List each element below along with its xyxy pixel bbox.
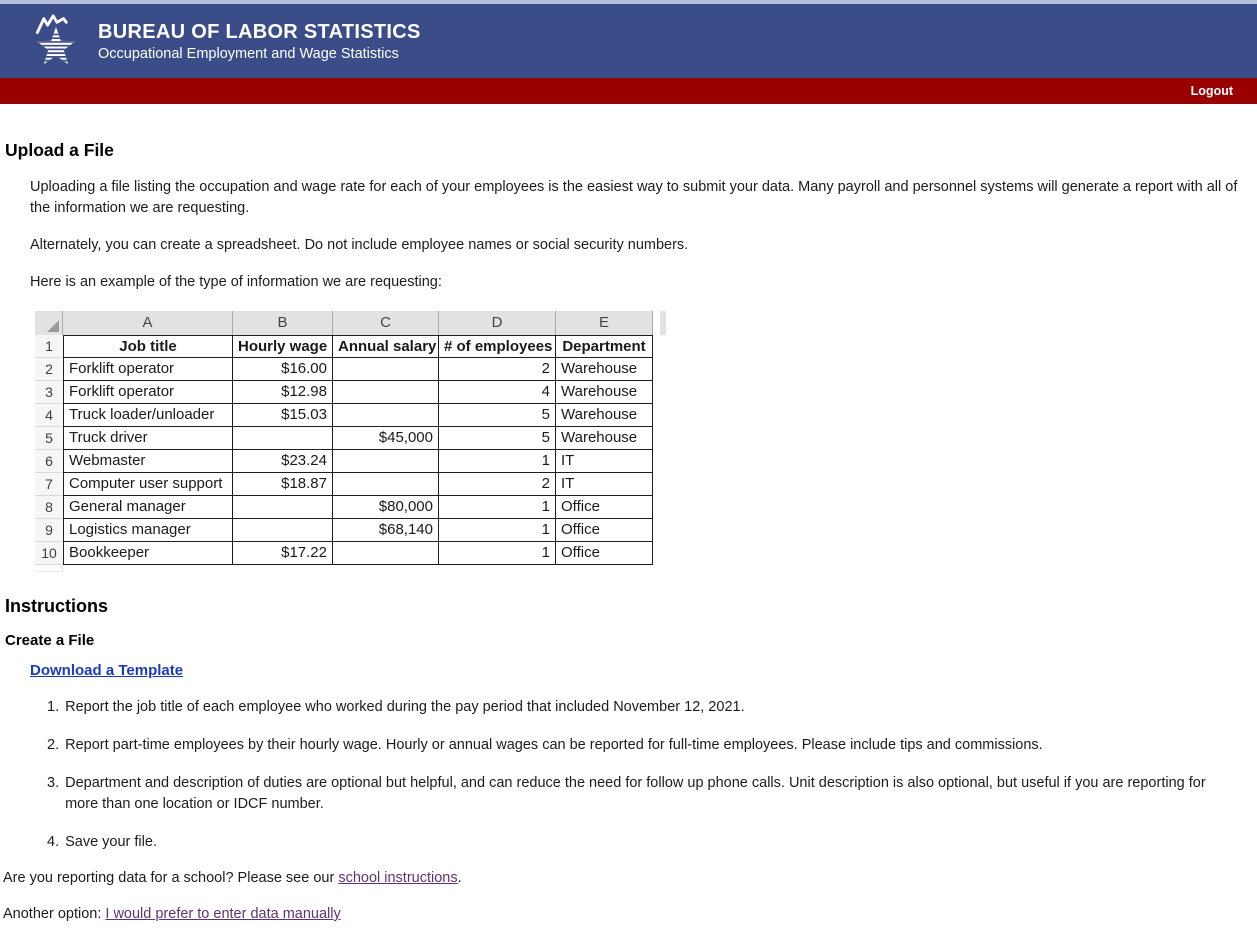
intro-paragraph-3: Here is an example of the type of information we are requesting: xyxy=(30,274,442,290)
cell-department: Office xyxy=(556,519,653,542)
site-title: BUREAU OF LABOR STATISTICS xyxy=(98,20,421,43)
instructions-title: Instructions xyxy=(5,596,109,616)
cell-department: Warehouse xyxy=(556,358,653,381)
cell-annual-salary: $45,000 xyxy=(333,427,439,450)
intro-paragraph-2: Alternately, you can create a spreadsheet. Do not include employee names or social security numbers. xyxy=(30,237,689,253)
row-number: 6 xyxy=(35,450,63,473)
cell-annual-salary xyxy=(333,450,439,473)
cell-job-title: Forklift operator xyxy=(63,358,233,381)
header-cell-hourly-wage: Hourly wage xyxy=(233,335,333,358)
logout-link[interactable]: Logout xyxy=(1190,84,1233,98)
cell-department: Warehouse xyxy=(556,427,653,450)
page-title: Upload a File xyxy=(5,140,114,160)
header-cell-department: Department xyxy=(556,335,653,358)
step-text: Report part-time employees by their hourly wage. Hourly or annual wages can be reported for full-time employees. Please include tips and commissions. xyxy=(65,737,1043,753)
cell-num-employees: 5 xyxy=(439,404,556,427)
row-number: 2 xyxy=(35,358,63,381)
cell-department: Warehouse xyxy=(556,381,653,404)
cell-department: IT xyxy=(556,473,653,496)
row-number: 10 xyxy=(35,542,63,565)
cell-hourly-wage: $12.98 xyxy=(233,381,333,404)
bls-star-icon xyxy=(28,11,84,71)
cell-job-title: Computer user support xyxy=(63,473,233,496)
cell-job-title: Webmaster xyxy=(63,450,233,473)
row-number: 8 xyxy=(35,496,63,519)
cell-hourly-wage: $15.03 xyxy=(233,404,333,427)
cell-num-employees: 1 xyxy=(439,496,556,519)
site-subtitle: Occupational Employment and Wage Statistics xyxy=(98,45,399,62)
header-cell-job-title: Job title xyxy=(63,335,233,358)
cell-annual-salary xyxy=(333,542,439,565)
school-instructions-link[interactable]: school instructions xyxy=(338,870,458,886)
cell-annual-salary xyxy=(333,381,439,404)
cell-annual-salary xyxy=(333,358,439,381)
cell-num-employees: 2 xyxy=(439,473,556,496)
cell-job-title: Truck driver xyxy=(63,427,233,450)
cell-num-employees: 1 xyxy=(439,542,556,565)
main-content xyxy=(0,140,1257,949)
step-number: 3. xyxy=(47,775,60,791)
utility-bar xyxy=(0,78,1257,104)
cell-hourly-wage xyxy=(233,427,333,450)
cell-job-title: Forklift operator xyxy=(63,381,233,404)
step-2 xyxy=(47,735,1237,756)
cell-hourly-wage xyxy=(233,519,333,542)
cell-num-employees: 1 xyxy=(439,519,556,542)
row-number: 5 xyxy=(35,427,63,450)
cell-hourly-wage xyxy=(233,496,333,519)
manual-entry-line xyxy=(3,904,1245,925)
step-number: 2. xyxy=(47,737,60,753)
cell-num-employees: 4 xyxy=(439,381,556,404)
column-letter: B xyxy=(233,311,333,335)
cell-annual-salary: $68,140 xyxy=(333,519,439,542)
cell-department: IT xyxy=(556,450,653,473)
cell-hourly-wage: $16.00 xyxy=(233,358,333,381)
step-text: Department and description of duties are optional but helpful, and can reduce the need for follow up phone calls. Unit description is also optional, but useful if you are reporting for more than one location or IDCF number. xyxy=(65,775,1206,812)
cell-department: Office xyxy=(556,542,653,565)
cell-annual-salary: $80,000 xyxy=(333,496,439,519)
enter-data-manually-link[interactable]: I would prefer to enter data manually xyxy=(105,906,341,922)
row-number: 4 xyxy=(35,404,63,427)
school-line-suffix: . xyxy=(457,870,462,886)
header-cell-annual-salary: Annual salary xyxy=(333,335,439,358)
spreadsheet-band-sliver xyxy=(660,311,666,335)
column-letter: A xyxy=(63,311,233,335)
cell-hourly-wage: $18.87 xyxy=(233,473,333,496)
site-header xyxy=(0,4,1257,78)
step-3 xyxy=(47,773,1237,815)
cell-num-employees: 2 xyxy=(439,358,556,381)
step-number: 4. xyxy=(47,834,60,850)
cell-annual-salary xyxy=(333,473,439,496)
intro-paragraph-1: Uploading a file listing the occupation and wage rate for each of your employees is the easiest way to submit your data. Many payroll and personnel systems will generate a report with all of the information we are requesting. xyxy=(30,179,1238,216)
row-number: 3 xyxy=(35,381,63,404)
instruction-steps xyxy=(47,697,1245,853)
school-line-prefix: Are you reporting data for a school? Please see our xyxy=(3,870,339,886)
cell-department: Warehouse xyxy=(556,404,653,427)
cell-hourly-wage: $23.24 xyxy=(233,450,333,473)
cell-job-title: General manager xyxy=(63,496,233,519)
cell-department: Office xyxy=(556,496,653,519)
step-text: Save your file. xyxy=(65,834,157,850)
cell-hourly-wage: $17.22 xyxy=(233,542,333,565)
column-letter: C xyxy=(333,311,439,335)
cell-annual-salary xyxy=(333,404,439,427)
create-file-subtitle: Create a File xyxy=(5,632,95,649)
step-number: 1. xyxy=(47,699,60,715)
spreadsheet-select-all-corner xyxy=(35,311,63,335)
select-all-triangle-icon xyxy=(47,320,59,332)
cell-job-title: Logistics manager xyxy=(63,519,233,542)
school-reporting-line xyxy=(3,868,1245,889)
step-1 xyxy=(47,697,1237,718)
example-spreadsheet-image xyxy=(35,311,660,572)
intro-section xyxy=(30,177,1245,293)
cell-job-title: Bookkeeper xyxy=(63,542,233,565)
column-letter: D xyxy=(439,311,556,335)
cell-job-title: Truck loader/unloader xyxy=(63,404,233,427)
download-template-link[interactable]: Download a Template xyxy=(30,662,184,679)
step-4 xyxy=(47,832,1237,853)
row-number: 9 xyxy=(35,519,63,542)
row-number: 7 xyxy=(35,473,63,496)
header-cell-num-employees: # of employees xyxy=(439,335,556,358)
cell-num-employees: 1 xyxy=(439,450,556,473)
manual-line-prefix: Another option: xyxy=(3,906,106,922)
cell-num-employees: 5 xyxy=(439,427,556,450)
step-text: Report the job title of each employee who worked during the pay period that included November 12, 2021. xyxy=(65,699,745,715)
spreadsheet-partial-row xyxy=(35,565,63,572)
bls-logo xyxy=(28,11,84,71)
column-letter: E xyxy=(556,311,653,335)
row-number: 1 xyxy=(35,335,63,358)
